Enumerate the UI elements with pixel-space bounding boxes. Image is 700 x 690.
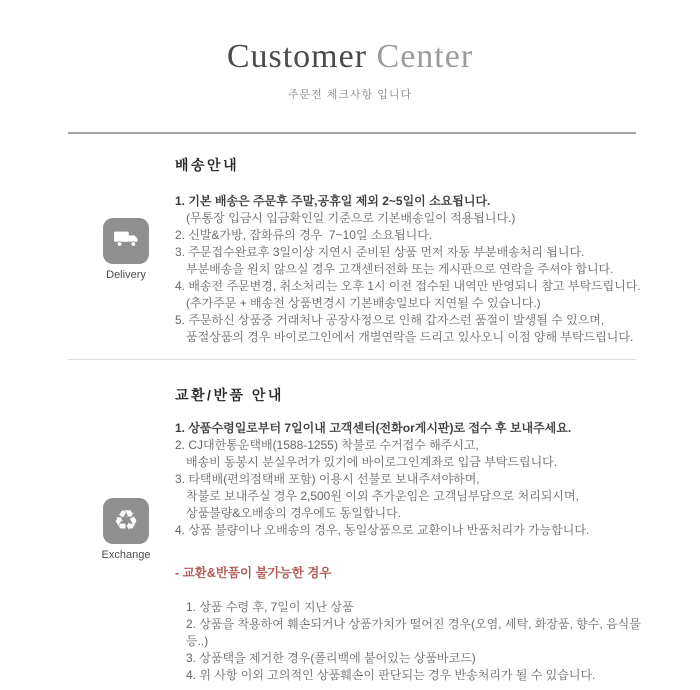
page-header bbox=[0, 38, 700, 102]
restriction-note: 2. 상품을 착용하여 훼손되거나 상품가치가 떨어진 경우(오염, 세탁, 화장품, 향수, 음식물 등..) bbox=[186, 617, 645, 648]
delivery-icon-square bbox=[103, 218, 149, 264]
exchange-icon-block bbox=[89, 498, 163, 561]
delivery-note: (무통장 입금시 입금확인일 기준으로 기본배송일이 적용됩니다.) bbox=[186, 211, 516, 225]
exchange-note: 2. CJ대한통운택배(1588-1255) 착불로 수거접수 해주시고, bbox=[175, 438, 479, 452]
delivery-note: 5. 주문하신 상품중 거래처나 공장사정으로 인해 갑자스런 품절이 발생될 수 있으며, bbox=[175, 313, 605, 327]
delivery-icon-block bbox=[89, 218, 163, 281]
top-divider bbox=[68, 132, 636, 134]
delivery-note: 4. 배송전 주문변경, 취소처리는 오후 1시 이전 접수된 내역만 반영되니 참고 부탁드립니다. bbox=[175, 279, 641, 293]
delivery-note: 품절상품의 경우 바이로그인에서 개별연락을 드리고 있사오니 이점 양해 부탁드립니다. bbox=[186, 330, 634, 344]
exchange-note: 배송비 동봉시 분실우려가 있기에 바이로그인계좌로 입금 부탁드립니다. bbox=[186, 455, 558, 469]
delivery-note: 1. 기본 배송은 주문후 주말,공휴일 제외 2~5일이 소요됩니다. bbox=[175, 194, 491, 208]
exchange-note: 착불로 보내주실 경우 2,500원 이외 추가운임은 고객님부담으로 처리되시며, bbox=[186, 489, 579, 503]
restriction-subsection bbox=[175, 565, 655, 684]
exchange-icon-square bbox=[103, 498, 149, 544]
delivery-notes bbox=[175, 193, 655, 346]
page-subtitle: 주문전 체크사항 입니다 bbox=[287, 89, 413, 101]
restriction-note: 4. 위 사항 이외 고의적인 상품훼손이 판단되는 경우 반송처리가 될 수 있습니다. bbox=[186, 668, 596, 682]
exchange-icon-label: Exchange bbox=[101, 549, 151, 561]
delivery-note: 부분배송을 원치 않으실 경우 고객센터전화 또는 게시판으로 연락을 주셔야 합니다. bbox=[186, 262, 614, 276]
exchange-note: 상품불량&오배송의 경우에도 동일합니다. bbox=[186, 506, 402, 520]
delivery-heading: 배송안내 bbox=[175, 157, 240, 173]
page-title bbox=[0, 38, 700, 76]
exchange-note: 3. 타택배(편의점택배 포함) 이용시 선불로 보내주셔야하며, bbox=[175, 472, 480, 486]
delivery-icon-label: Delivery bbox=[106, 269, 146, 281]
restriction-heading: - 교환&반품이 불가능한 경우 bbox=[175, 566, 332, 580]
recycle-icon: ♻ bbox=[113, 504, 139, 537]
restriction-note: 3. 상품택을 제거한 경우(폴리백에 붙어있는 상품바코드) bbox=[186, 651, 476, 665]
restriction-note: 1. 상품 수령 후, 7일이 지난 상품 bbox=[186, 600, 354, 614]
delivery-section bbox=[175, 157, 655, 346]
exchange-notes bbox=[175, 420, 655, 539]
page-title-primary: Customer bbox=[226, 38, 368, 75]
page-title-secondary: Center bbox=[367, 38, 474, 75]
restriction-notes bbox=[175, 599, 655, 684]
truck-icon bbox=[111, 228, 141, 255]
exchange-section bbox=[175, 387, 655, 684]
delivery-note: 3. 주문접수완료후 3일이상 지연시 준비된 상품 먼저 자동 부분배송처리 됩니다. bbox=[175, 245, 585, 259]
exchange-heading: 교환/반품 안내 bbox=[175, 387, 284, 403]
exchange-note: 1. 상품수령일로부터 7일이내 고객센터(전화or게시판)로 접수 후 보내주세요. bbox=[175, 421, 572, 435]
delivery-note: 2. 신발&가방, 잡화류의 경우 7~10일 소요됩니다. bbox=[175, 228, 433, 242]
section-divider bbox=[68, 359, 636, 360]
delivery-note: (추가주문 + 배송전 상품변경시 기본배송일보다 지연될 수 있습니다.) bbox=[186, 296, 541, 310]
exchange-note: 4. 상품 불량이나 오배송의 경우, 동일상품으로 교환이나 반품처리가 가능합니다. bbox=[175, 523, 590, 537]
